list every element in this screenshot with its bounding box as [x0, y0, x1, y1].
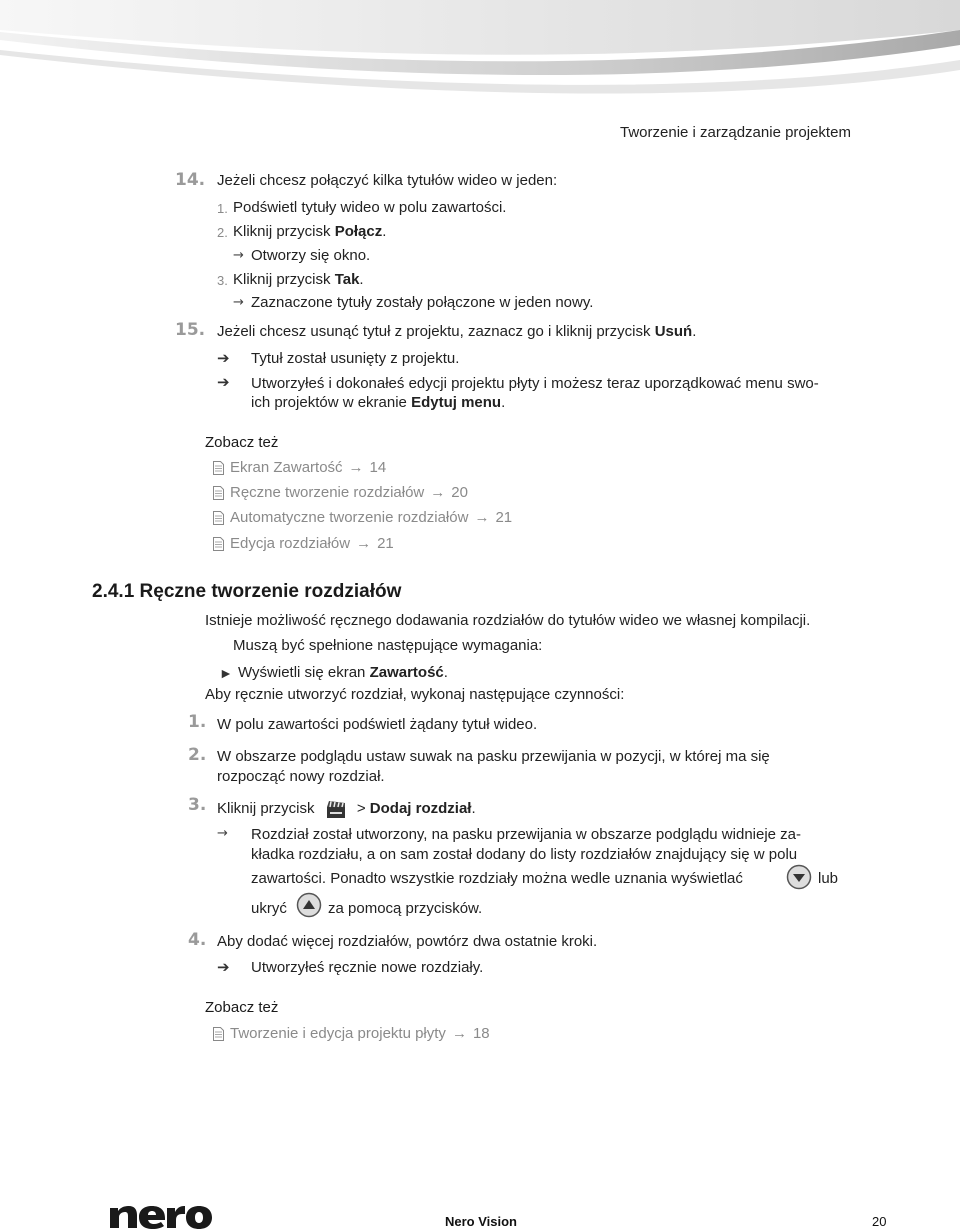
substep-3-result: Zaznaczone tytuły zostały połączone w jeden nowy. [251, 294, 594, 311]
arrow-icon: → [474, 509, 490, 526]
see-also-link-label: Automatyczne tworzenie rozdziałów [230, 509, 469, 526]
step-14-number: 14. [175, 170, 206, 190]
proc-step-3-text: Kliknij przycisk > Dodaj rozdział. [217, 798, 476, 820]
arrow-icon: → [356, 535, 372, 552]
see-also-link[interactable] [213, 459, 386, 476]
proc-step-3-result-line4-end: za pomocą przycisków. [328, 900, 483, 917]
show-chapters-down-icon [786, 864, 812, 890]
result-arrow-icon: → [233, 295, 244, 310]
proc-step-2-line1: W obszarze podglądu ustaw suwak na pasku przewijania w pozycji, w której ma się [217, 748, 770, 765]
document-icon [213, 1027, 224, 1041]
requirements-label: Muszą być spełnione następujące wymagania: [233, 637, 543, 654]
header-title: Tworzenie i zarządzanie projektem [620, 124, 851, 141]
result-arrow-icon: → [217, 826, 228, 841]
result-arrow-icon: → [233, 248, 244, 263]
arrow-icon: → [451, 1025, 467, 1042]
step-14-text: Jeżeli chcesz połączyć kilka tytułów wideo w jeden: [217, 172, 558, 189]
see-also-title: Zobacz też [205, 999, 279, 1016]
requirement-bullet-icon: ► [219, 665, 233, 681]
see-also-link-label: Edycja rozdziałów [230, 535, 351, 552]
see-also-link[interactable] [213, 484, 468, 501]
result-arrow-icon: ➔ [217, 373, 230, 391]
proc-step-4-text: Aby dodać więcej rozdziałów, powtórz dwa ostatnie kroki. [217, 933, 598, 950]
substep-2-text: Kliknij przycisk Połącz. [233, 223, 387, 240]
proc-step-2-line2: rozpocząć nowy rozdział. [217, 768, 385, 785]
document-icon [213, 486, 224, 500]
proc-step-4-number: 4. [188, 930, 207, 950]
proc-step-3-result-line3: zawartości. Ponadto wszystkie rozdziały można wedle uznania wyświetlać [251, 870, 743, 887]
see-also-link-page: 18 [472, 1025, 490, 1042]
step-15-text: Jeżeli chcesz usunąć tytuł z projektu, zaznacz go i kliknij przycisk Usuń. [217, 323, 697, 340]
see-also-link-page: 20 [451, 484, 468, 501]
clapper-add-chapter-icon [325, 798, 347, 820]
proc-step-3-result-line3-end: lub [818, 870, 839, 887]
section-heading: 2.4.1 Ręczne tworzenie rozdziałów [92, 581, 402, 602]
proc-step-3-result-line4-start: ukryć [251, 900, 287, 917]
section-intro: Istnieje możliwość ręcznego dodawania rozdziałów do tytułów wideo we własnej kompilacji. [205, 612, 811, 629]
step-15-number: 15. [175, 320, 206, 340]
nero-logo [108, 1198, 212, 1232]
proc-step-2-number: 2. [188, 745, 207, 765]
see-also-title: Zobacz też [205, 434, 279, 451]
see-also-link-label: Ekran Zawartość [230, 459, 343, 476]
substep-2-result: Otworzy się okno. [251, 247, 371, 264]
see-also-link[interactable] [213, 509, 512, 526]
document-icon [213, 537, 224, 551]
proc-step-4-result: Utworzyłeś ręcznie nowe rozdziały. [251, 959, 484, 976]
result-arrow-icon: ➔ [217, 349, 230, 367]
see-also-link-page: 14 [369, 459, 387, 476]
requirement-item: Wyświetli się ekran Zawartość. [238, 664, 448, 681]
step-15-result-2-line2: ich projektów w ekranie Edytuj menu. [251, 394, 506, 411]
proc-step-1-number: 1. [188, 712, 207, 732]
substep-3-text: Kliknij przycisk Tak. [233, 271, 364, 288]
substep-1-text: Podświetl tytuły wideo w polu zawartości. [233, 199, 507, 216]
footer-page-number: 20 [872, 1214, 887, 1229]
footer-product-name: Nero Vision [445, 1214, 518, 1229]
header-swoosh-decoration [0, 0, 960, 120]
arrow-icon: → [430, 484, 446, 501]
see-also-link-label: Tworzenie i edycja projektu płyty [230, 1025, 446, 1042]
result-arrow-icon: ➔ [217, 958, 230, 976]
proc-step-3-result-line2: kładka rozdziału, a on sam został dodany do listy rozdziałów znajdujący się w polu [251, 846, 798, 863]
see-also-link[interactable] [213, 1025, 490, 1042]
substep-2-number: 2. [217, 225, 228, 240]
arrow-icon: → [348, 459, 364, 476]
document-icon [213, 511, 224, 525]
hide-chapters-up-icon [296, 892, 322, 918]
proc-step-1-text: W polu zawartości podświetl żądany tytuł wideo. [217, 716, 538, 733]
substep-1-number: 1. [217, 201, 228, 216]
see-also-link-page: 21 [495, 509, 513, 526]
step-15-result-2-line1: Utworzyłeś i dokonałeś edycji projektu płyty i możesz teraz uporządkować menu swo- [251, 375, 819, 392]
document-icon [213, 461, 224, 475]
substep-3-number: 3. [217, 273, 228, 288]
see-also-link-label: Ręczne tworzenie rozdziałów [230, 484, 425, 501]
proc-step-3-number: 3. [188, 795, 207, 815]
step-15-result-1: Tytuł został usunięty z projektu. [251, 350, 460, 367]
see-also-link-page: 21 [377, 535, 394, 552]
procedure-label: Aby ręcznie utworzyć rozdział, wykonaj następujące czynności: [205, 686, 625, 703]
see-also-link[interactable] [213, 535, 394, 552]
proc-step-3-result-line1: Rozdział został utworzony, na pasku przewijania w obszarze podglądu widnieje za- [251, 826, 802, 843]
